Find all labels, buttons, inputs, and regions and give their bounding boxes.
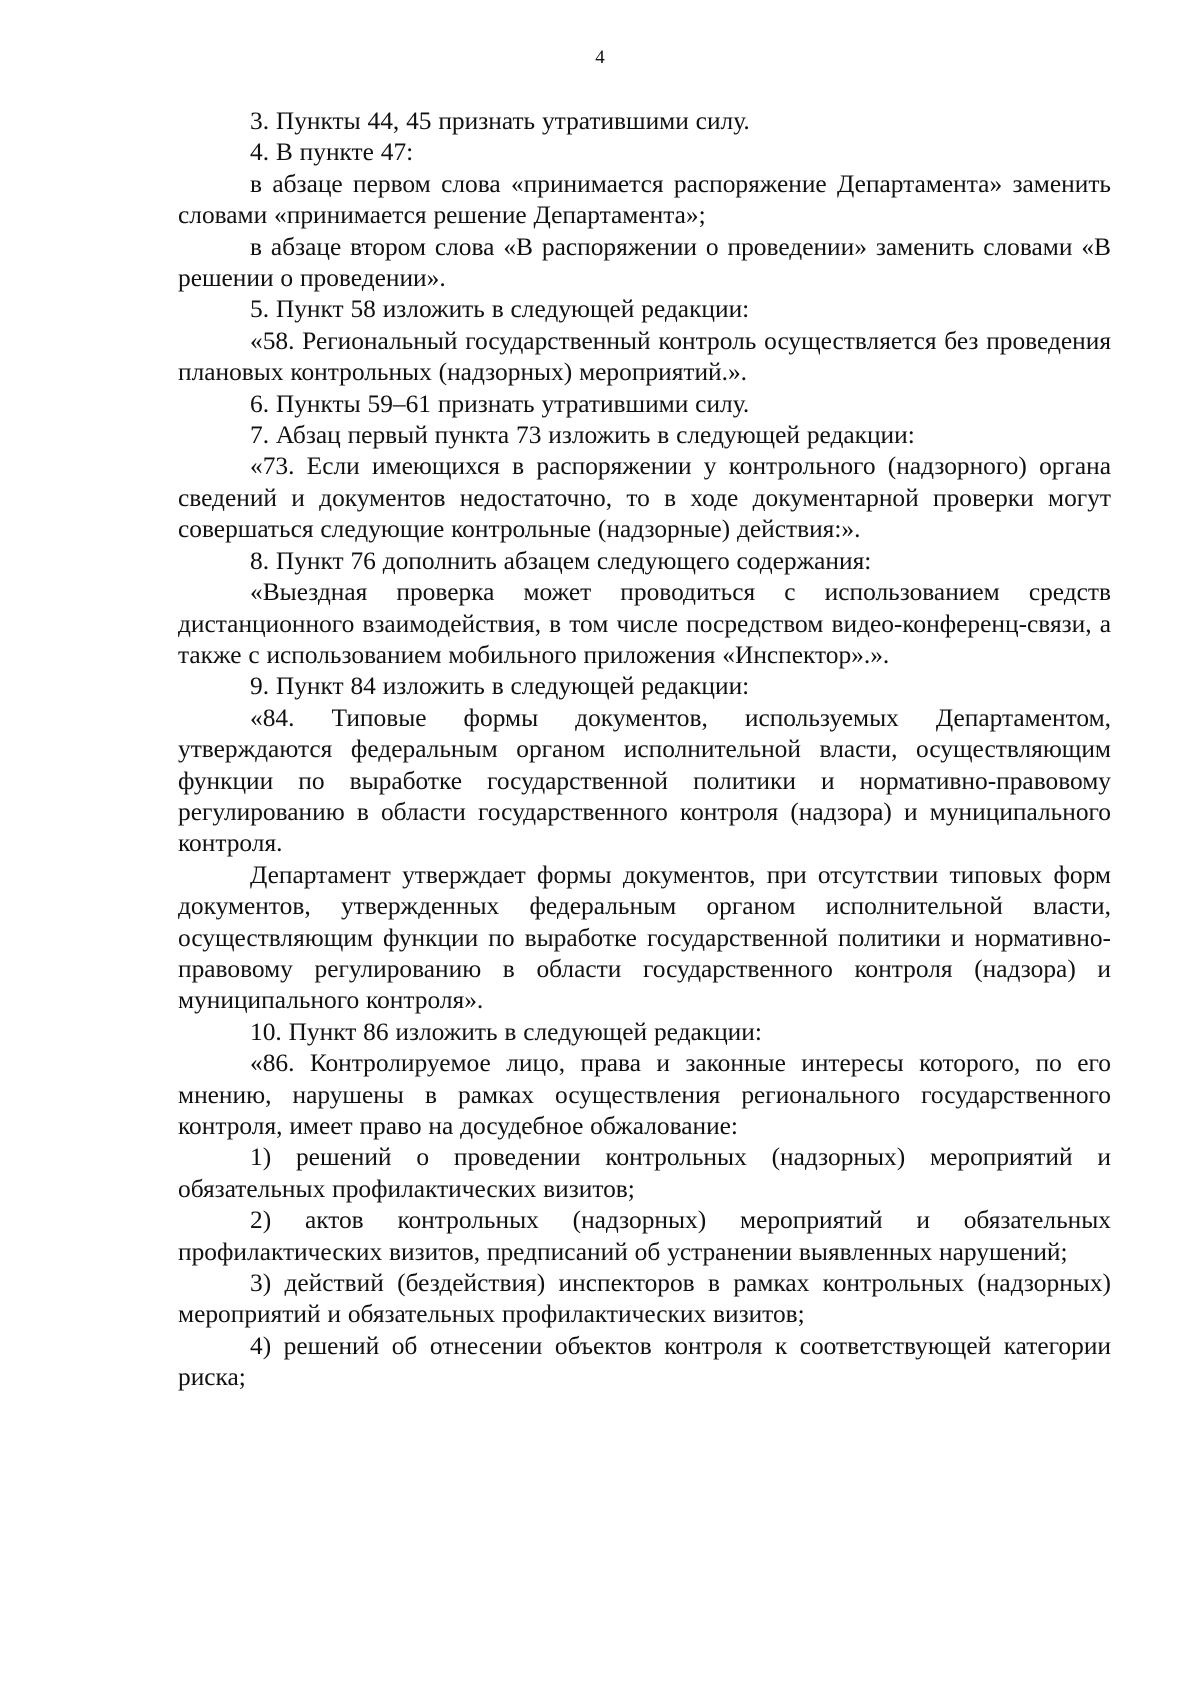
paragraph-item-5: 5. Пункт 58 изложить в следующей редакции: xyxy=(250,295,750,324)
paragraph-item-9: 9. Пункт 84 изложить в следующей редакции: xyxy=(250,672,750,701)
paragraph-item-3: 3. Пункты 44, 45 признать утратившими силу. xyxy=(250,107,750,135)
paragraph-abzac-second: в абзаце втором слова «В распоряжении о проведении» заменить словами «В решении о проведении». xyxy=(178,232,1111,293)
list-item-2: 2) актов контрольных (надзорных) мероприятий и обязательных профилактических визитов, предписаний об устранении выявленных нарушений; xyxy=(178,1206,1111,1266)
paragraph-item-8: 8. Пункт 76 дополнить абзацем следующего содержания: xyxy=(250,546,872,575)
paragraph-quote-86: «86. Контролируемое лицо, права и законные интересы которого, по его мнению, нарушены в рамках осуществления регионального государственного контроля, имеет право на досудебное обжалование: xyxy=(178,1049,1111,1140)
paragraph-item-10: 10. Пункт 86 изложить в следующей редакции: xyxy=(250,1017,762,1046)
paragraph-quote-84: «84. Типовые формы документов, используемых Департаментом, утверждаются федеральным органом исполнительной власти, осуществляющим функции по выработке государственной политики и нормативно-правовому регулированию в области государственного контроля (надзора) и муниципального контроля. xyxy=(178,703,1111,858)
paragraph-quote-58: «58. Региональный государственный контроль осуществляется без проведения плановых контрольных (надзорных) мероприятий.». xyxy=(178,326,1111,387)
paragraph-item-6: 6. Пункты 59–61 признать утратившими силу. xyxy=(250,389,750,418)
page-number: 4 xyxy=(595,47,605,68)
paragraph-item-7: 7. Абзац первый пункта 73 изложить в следующей редакции: xyxy=(250,421,915,450)
paragraph-abzac-first: в абзаце первом слова «принимается распоряжение Департамента» заменить словами «принимается решение Департамента»; xyxy=(178,169,1111,230)
document-body xyxy=(178,106,1111,1394)
paragraph-item-4: 4. В пункте 47: xyxy=(250,138,414,167)
paragraph-department-forms: Департамент утверждает формы документов, при отсутствии типовых форм документов, утвержденных федеральным органом исполнительной власти, осуществляющим функции по выработке государственной политики и нормативно-правовому регулированию в области государственного контроля (надзора) и муниципального контроля». xyxy=(178,860,1111,1015)
list-item-4: 4) решений об отнесении объектов контроля к соответствующей категории риска; xyxy=(178,1331,1111,1392)
list-item-1: 1) решений о проведении контрольных (надзорных) мероприятий и обязательных профилактических визитов; xyxy=(178,1143,1111,1203)
list-item-3: 3) действий (бездействия) инспекторов в рамках контрольных (надзорных) мероприятий и обязательных профилактических визитов; xyxy=(178,1269,1111,1329)
paragraph-quote-73: «73. Если имеющихся в распоряжении у контрольного (надзорного) органа сведений и документов недостаточно, то в ходе документарной проверки могут совершаться следующие контрольные (надзорные) действия:». xyxy=(178,452,1111,544)
paragraph-quote-inspection: «Выездная проверка может проводиться с использованием средств дистанционного взаимодействия, в том числе посредством видео-конференц-связи, а также с использованием мобильного приложения «Инспектор».». xyxy=(178,578,1111,669)
